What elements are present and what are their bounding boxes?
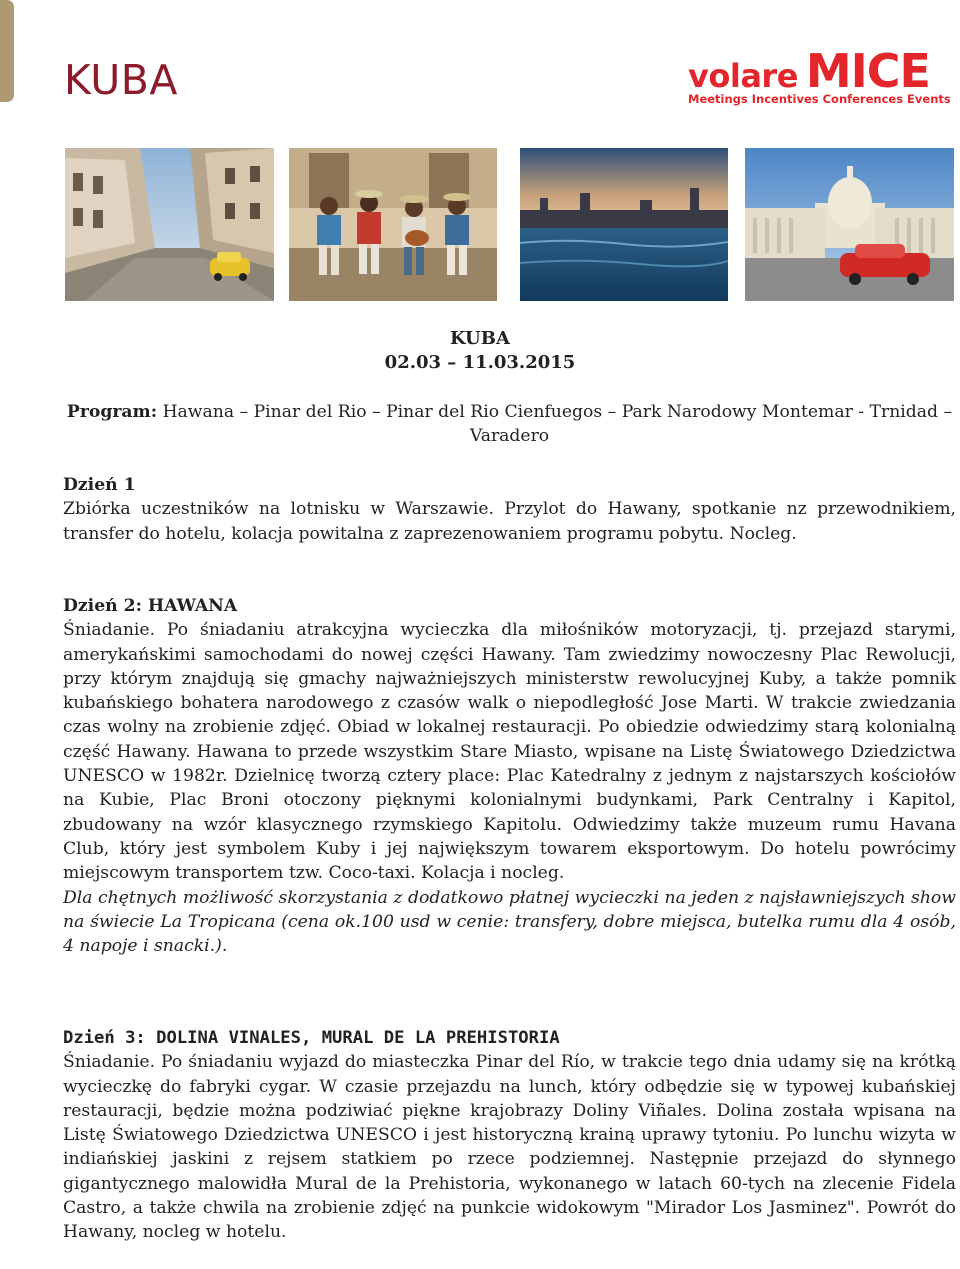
day-1-text: Zbiórka uczestników na lotnisku w Warszawie. Przylot do Hawany, spotkanie nz przewodnikiem, transfer do hotelu, kolacja powitalna z zaprezenowaniem programu pobytu. Nocleg. <box>63 499 956 544</box>
day-1-section <box>63 473 956 546</box>
page-title: KUBA <box>64 56 178 104</box>
program-route: Hawana – Pinar del Rio – Pinar del Rio Cienfuegos – Park Narodowy Montemar - Trnidad – Varadero <box>162 402 953 447</box>
logo-brand-bold: MICE <box>805 44 930 98</box>
logo-brand-light: volare <box>688 57 798 95</box>
trip-dates: 02.03 – 11.03.2015 <box>384 352 576 373</box>
day-3-title: Dzień 3: DOLINA VINALES, MURAL DE LA PREHISTORIA <box>63 1028 560 1048</box>
program-line <box>63 400 956 449</box>
day-2-text: Śniadanie. Po śniadaniu atrakcyjna wycieczka dla miłośników motoryzacji, tj. przejazd starymi, amerykańskimi samochodami do nowej części Hawany. Tam zwiedzimy nowoczesny Plac Rewolucji, przy którym znajdują się gmachy najważniejszych ministerstw rewolucyjnej Kuby, a także pomnik kubańskiego bohatera narodowego z czasów walk o niepodległość Jose Marti. W trakcie zwiedzania czas wolny na zrobienie zdjęć. Obiad w lokalnej restauracji. Po obiedzie odwiedzimy starą kolonialną część Hawany. Hawana to przede wszystkim Stare Miasto, wpisane na Listę Światowego Dziedzictwa UNESCO w 1982r. Dzielnicę tworzą cztery place: Plac Katedralny z jednym z najstarszych kościołów na Kubie, Plac Broni otoczony pięknymi kolonialnymi budynkami, Park Centralny i Kapitol, zbudowany na wzór klasycznego rzymskiego Kapitolu. Odwiedzimy także muzeum rumu Havana Club, który jest symbolem Kuby i jej największym towarem eksportowym. Do hotelu powrócimy miejscowym transportem tzw. Coco-taxi. Kolacja i nocleg. <box>63 620 956 884</box>
trip-heading <box>0 327 960 375</box>
photo-street-musicians <box>289 148 497 301</box>
volare-mice-logo <box>688 40 952 110</box>
logo-wordmark <box>688 44 930 98</box>
program-label: Program: <box>66 402 158 422</box>
side-tab <box>0 0 14 102</box>
trip-title: KUBA <box>450 328 510 349</box>
day-2-section <box>63 594 956 958</box>
logo-tagline: Meetings Incentives Conferences Events <box>688 92 951 106</box>
day-3-section <box>63 1026 956 1245</box>
day-1-title: Dzień 1 <box>63 475 136 495</box>
day-2-optional-excursion: Dla chętnych możliwość skorzystania z dodatkowo płatnej wycieczki na jeden z najsławniejszych show na świecie La Tropicana (cena ok.100 usd w cenie: transfery, dobre miejsca, butelka rumu dla 4 osób, 4 napoje i snacki.). <box>63 887 956 957</box>
photo-havana-skyline <box>520 148 728 301</box>
photo-capitol-red-car <box>745 148 954 301</box>
day-2-title: Dzień 2: HAWANA <box>63 596 238 616</box>
photo-havana-street <box>65 148 274 301</box>
day-3-text: Śniadanie. Po śniadaniu wyjazd do miasteczka Pinar del Río, w trakcie tego dnia udamy się na krótką wycieczkę do fabryki cygar. W czasie przejazdu na lunch, który odbędzie się w typowej kubańskiej restauracji, będzie można podziwiać piękne krajobrazy Doliny Viñales. Dolina została wpisana na Listę Światowego Dziedzictwa UNESCO i jest historyczną krainą uprawy tytoniu. Po lunchu wizyta w indiańskiej jaskini z rejsem statkiem po rzece podziemnej. Następnie przejazd do słynnego gigantycznego malowidła Mural de la Prehistoria, wykonanego w latach 60-tych na zlecenie Fidela Castro, a także chwila na zrobienie zdjęć na punkcie widokowym "Mirador Los Jasminez". Powrót do Hawany, nocleg w hotelu. <box>63 1052 956 1243</box>
